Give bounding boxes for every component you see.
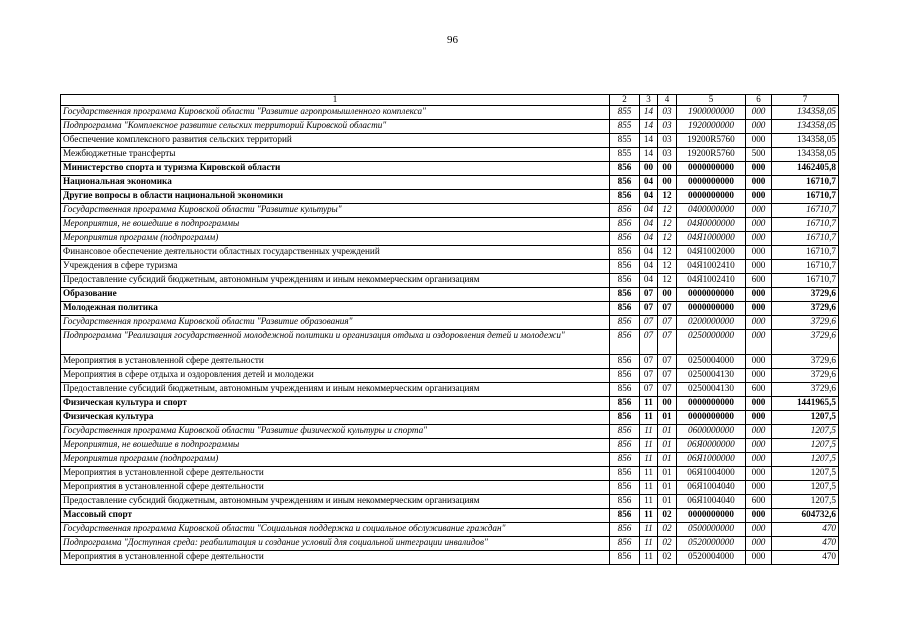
row-name: Государственная программа Кировской области "Развитие агропромышленного комплекса" bbox=[61, 106, 610, 120]
row-subsection-code: 00 bbox=[658, 397, 677, 411]
table-row bbox=[61, 369, 839, 383]
row-section-code: 11 bbox=[640, 481, 658, 495]
table-row bbox=[61, 260, 839, 274]
row-expense-type: 000 bbox=[746, 551, 772, 565]
row-subsection-code: 03 bbox=[658, 120, 677, 134]
row-amount: 3729,6 bbox=[772, 330, 839, 355]
row-expense-type: 000 bbox=[746, 302, 772, 316]
row-expense-type: 000 bbox=[746, 204, 772, 218]
row-name: Мероприятия программ (подпрограмм) bbox=[61, 232, 610, 246]
row-expense-type: 000 bbox=[746, 355, 772, 369]
row-subsection-code: 01 bbox=[658, 453, 677, 467]
row-amount: 16710,7 bbox=[772, 260, 839, 274]
row-subsection-code: 02 bbox=[658, 523, 677, 537]
row-ministry-code: 856 bbox=[610, 218, 640, 232]
row-expense-type: 000 bbox=[746, 369, 772, 383]
row-section-code: 07 bbox=[640, 288, 658, 302]
row-subsection-code: 01 bbox=[658, 467, 677, 481]
table-row bbox=[61, 148, 839, 162]
table-row bbox=[61, 551, 839, 565]
row-name: Мероприятия в установленной сфере деятельности bbox=[61, 551, 610, 565]
row-name: Подпрограмма "Комплексное развитие сельских территорий Кировской области" bbox=[61, 120, 610, 134]
row-target-article: 0250004000 bbox=[677, 355, 746, 369]
table-row bbox=[61, 218, 839, 232]
table-row bbox=[61, 232, 839, 246]
row-name: Предоставление субсидий бюджетным, автономным учреждениям и иным некоммерческим организациям bbox=[61, 383, 610, 397]
row-section-code: 11 bbox=[640, 509, 658, 523]
row-ministry-code: 856 bbox=[610, 425, 640, 439]
row-expense-type: 000 bbox=[746, 316, 772, 330]
header-col-2: 2 bbox=[610, 95, 640, 106]
row-subsection-code: 03 bbox=[658, 134, 677, 148]
row-target-article: 06Я1004040 bbox=[677, 495, 746, 509]
row-ministry-code: 856 bbox=[610, 274, 640, 288]
row-name: Национальная экономика bbox=[61, 176, 610, 190]
row-amount: 3729,6 bbox=[772, 383, 839, 397]
row-amount: 3729,6 bbox=[772, 316, 839, 330]
row-ministry-code: 855 bbox=[610, 148, 640, 162]
row-target-article: 06Я1000000 bbox=[677, 453, 746, 467]
row-section-code: 07 bbox=[640, 330, 658, 355]
table-row bbox=[61, 120, 839, 134]
row-expense-type: 000 bbox=[746, 106, 772, 120]
table-row bbox=[61, 467, 839, 481]
row-expense-type: 000 bbox=[746, 218, 772, 232]
row-expense-type: 000 bbox=[746, 288, 772, 302]
row-subsection-code: 00 bbox=[658, 176, 677, 190]
row-name: Финансовое обеспечение деятельности областных государственных учреждений bbox=[61, 246, 610, 260]
row-amount: 16710,7 bbox=[772, 274, 839, 288]
table-header-row bbox=[61, 95, 839, 106]
row-expense-type: 600 bbox=[746, 495, 772, 509]
row-amount: 134358,05 bbox=[772, 106, 839, 120]
row-section-code: 11 bbox=[640, 439, 658, 453]
row-subsection-code: 02 bbox=[658, 537, 677, 551]
row-subsection-code: 02 bbox=[658, 509, 677, 523]
header-col-7: 7 bbox=[772, 95, 839, 106]
table-row bbox=[61, 495, 839, 509]
row-section-code: 11 bbox=[640, 537, 658, 551]
row-expense-type: 600 bbox=[746, 274, 772, 288]
row-amount: 1207,5 bbox=[772, 453, 839, 467]
row-ministry-code: 856 bbox=[610, 369, 640, 383]
row-ministry-code: 856 bbox=[610, 481, 640, 495]
row-amount: 1207,5 bbox=[772, 481, 839, 495]
row-subsection-code: 07 bbox=[658, 383, 677, 397]
row-name: Государственная программа Кировской области "Социальная поддержка и социальное обслуживание граждан" bbox=[61, 523, 610, 537]
row-expense-type: 000 bbox=[746, 481, 772, 495]
row-name: Физическая культура bbox=[61, 411, 610, 425]
row-amount: 604732,6 bbox=[772, 509, 839, 523]
row-name: Государственная программа Кировской области "Развитие образования" bbox=[61, 316, 610, 330]
row-section-code: 07 bbox=[640, 316, 658, 330]
row-target-article: 1900000000 bbox=[677, 106, 746, 120]
row-target-article: 0000000000 bbox=[677, 509, 746, 523]
row-name: Другие вопросы в области национальной экономики bbox=[61, 190, 610, 204]
row-target-article: 0520004000 bbox=[677, 551, 746, 565]
row-subsection-code: 01 bbox=[658, 411, 677, 425]
row-name: Образование bbox=[61, 288, 610, 302]
row-section-code: 11 bbox=[640, 523, 658, 537]
row-section-code: 04 bbox=[640, 274, 658, 288]
row-target-article: 0000000000 bbox=[677, 162, 746, 176]
row-name: Массовый спорт bbox=[61, 509, 610, 523]
row-target-article: 06Я1004040 bbox=[677, 481, 746, 495]
row-name: Государственная программа Кировской области "Развитие физической культуры и спорта" bbox=[61, 425, 610, 439]
row-section-code: 04 bbox=[640, 232, 658, 246]
row-section-code: 11 bbox=[640, 467, 658, 481]
row-name: Министерство спорта и туризма Кировской области bbox=[61, 162, 610, 176]
row-ministry-code: 856 bbox=[610, 537, 640, 551]
row-subsection-code: 12 bbox=[658, 260, 677, 274]
row-subsection-code: 01 bbox=[658, 439, 677, 453]
row-section-code: 11 bbox=[640, 411, 658, 425]
row-expense-type: 000 bbox=[746, 467, 772, 481]
row-name: Мероприятия, не вошедшие в подпрограммы bbox=[61, 439, 610, 453]
row-amount: 1441965,5 bbox=[772, 397, 839, 411]
table-row bbox=[61, 537, 839, 551]
row-amount: 1207,5 bbox=[772, 495, 839, 509]
row-ministry-code: 856 bbox=[610, 523, 640, 537]
row-section-code: 14 bbox=[640, 120, 658, 134]
table-row bbox=[61, 134, 839, 148]
row-target-article: 0000000000 bbox=[677, 411, 746, 425]
table-row bbox=[61, 397, 839, 411]
row-target-article: 0000000000 bbox=[677, 397, 746, 411]
row-subsection-code: 12 bbox=[658, 274, 677, 288]
row-amount: 3729,6 bbox=[772, 369, 839, 383]
row-section-code: 04 bbox=[640, 190, 658, 204]
row-target-article: 04Я1000000 bbox=[677, 232, 746, 246]
row-section-code: 04 bbox=[640, 204, 658, 218]
row-name: Учреждения в сфере туризма bbox=[61, 260, 610, 274]
row-amount: 1207,5 bbox=[772, 411, 839, 425]
row-ministry-code: 856 bbox=[610, 355, 640, 369]
row-expense-type: 000 bbox=[746, 425, 772, 439]
row-ministry-code: 856 bbox=[610, 176, 640, 190]
row-ministry-code: 856 bbox=[610, 551, 640, 565]
row-subsection-code: 12 bbox=[658, 232, 677, 246]
row-ministry-code: 856 bbox=[610, 495, 640, 509]
row-amount: 16710,7 bbox=[772, 218, 839, 232]
row-expense-type: 600 bbox=[746, 383, 772, 397]
row-section-code: 07 bbox=[640, 383, 658, 397]
row-ministry-code: 856 bbox=[610, 509, 640, 523]
row-target-article: 0600000000 bbox=[677, 425, 746, 439]
row-section-code: 14 bbox=[640, 106, 658, 120]
table-row bbox=[61, 481, 839, 495]
budget-table bbox=[60, 94, 839, 565]
row-ministry-code: 856 bbox=[610, 397, 640, 411]
row-amount: 1207,5 bbox=[772, 439, 839, 453]
row-amount: 470 bbox=[772, 537, 839, 551]
row-amount: 3729,6 bbox=[772, 288, 839, 302]
row-subsection-code: 03 bbox=[658, 148, 677, 162]
row-subsection-code: 12 bbox=[658, 246, 677, 260]
row-expense-type: 000 bbox=[746, 190, 772, 204]
row-ministry-code: 856 bbox=[610, 330, 640, 355]
row-subsection-code: 07 bbox=[658, 369, 677, 383]
row-amount: 470 bbox=[772, 551, 839, 565]
row-amount: 1207,5 bbox=[772, 467, 839, 481]
table-row bbox=[61, 453, 839, 467]
header-col-4: 4 bbox=[658, 95, 677, 106]
row-ministry-code: 856 bbox=[610, 162, 640, 176]
row-section-code: 04 bbox=[640, 176, 658, 190]
table-row bbox=[61, 302, 839, 316]
row-subsection-code: 01 bbox=[658, 481, 677, 495]
row-section-code: 04 bbox=[640, 260, 658, 274]
row-ministry-code: 856 bbox=[610, 316, 640, 330]
row-amount: 134358,05 bbox=[772, 120, 839, 134]
row-section-code: 07 bbox=[640, 302, 658, 316]
row-section-code: 07 bbox=[640, 369, 658, 383]
row-section-code: 14 bbox=[640, 148, 658, 162]
row-section-code: 11 bbox=[640, 551, 658, 565]
row-target-article: 06Я1004000 bbox=[677, 467, 746, 481]
table-row bbox=[61, 509, 839, 523]
row-name: Мероприятия в установленной сфере деятельности bbox=[61, 467, 610, 481]
row-amount: 134358,05 bbox=[772, 148, 839, 162]
row-target-article: 0400000000 bbox=[677, 204, 746, 218]
table-row bbox=[61, 106, 839, 120]
table-row bbox=[61, 204, 839, 218]
row-name: Подпрограмма "Реализация государственной молодежной политики и организация отдыха и оздоровления детей и молодежи" bbox=[61, 330, 610, 355]
row-expense-type: 000 bbox=[746, 120, 772, 134]
row-expense-type: 000 bbox=[746, 453, 772, 467]
row-target-article: 06Я0000000 bbox=[677, 439, 746, 453]
row-amount: 16710,7 bbox=[772, 232, 839, 246]
header-col-1: 1 bbox=[61, 95, 610, 106]
row-target-article: 0250004130 bbox=[677, 383, 746, 397]
row-subsection-code: 00 bbox=[658, 162, 677, 176]
table-row bbox=[61, 411, 839, 425]
row-section-code: 11 bbox=[640, 495, 658, 509]
table-row bbox=[61, 246, 839, 260]
row-ministry-code: 856 bbox=[610, 383, 640, 397]
row-expense-type: 000 bbox=[746, 537, 772, 551]
row-target-article: 19200R5760 bbox=[677, 134, 746, 148]
row-name: Мероприятия программ (подпрограмм) bbox=[61, 453, 610, 467]
row-name: Предоставление субсидий бюджетным, автономным учреждениям и иным некоммерческим организациям bbox=[61, 274, 610, 288]
row-amount: 16710,7 bbox=[772, 204, 839, 218]
row-subsection-code: 03 bbox=[658, 106, 677, 120]
row-section-code: 14 bbox=[640, 134, 658, 148]
row-subsection-code: 07 bbox=[658, 355, 677, 369]
table-row bbox=[61, 162, 839, 176]
table-row bbox=[61, 274, 839, 288]
table-row bbox=[61, 355, 839, 369]
row-subsection-code: 00 bbox=[658, 288, 677, 302]
row-ministry-code: 856 bbox=[610, 411, 640, 425]
row-subsection-code: 01 bbox=[658, 495, 677, 509]
row-expense-type: 000 bbox=[746, 260, 772, 274]
table-row bbox=[61, 288, 839, 302]
row-target-article: 0250000000 bbox=[677, 330, 746, 355]
row-name: Государственная программа Кировской области "Развитие культуры" bbox=[61, 204, 610, 218]
row-target-article: 0250004130 bbox=[677, 369, 746, 383]
row-expense-type: 000 bbox=[746, 176, 772, 190]
row-target-article: 0000000000 bbox=[677, 176, 746, 190]
row-subsection-code: 12 bbox=[658, 190, 677, 204]
row-section-code: 04 bbox=[640, 218, 658, 232]
row-target-article: 19200R5760 bbox=[677, 148, 746, 162]
row-amount: 3729,6 bbox=[772, 302, 839, 316]
row-section-code: 11 bbox=[640, 453, 658, 467]
row-target-article: 0000000000 bbox=[677, 190, 746, 204]
row-name: Мероприятия, не вошедшие в подпрограммы bbox=[61, 218, 610, 232]
row-subsection-code: 01 bbox=[658, 425, 677, 439]
row-name: Мероприятия в установленной сфере деятельности bbox=[61, 355, 610, 369]
table-row bbox=[61, 330, 839, 355]
row-amount: 16710,7 bbox=[772, 176, 839, 190]
row-name: Мероприятия в сфере отдыха и оздоровления детей и молодежи bbox=[61, 369, 610, 383]
row-ministry-code: 856 bbox=[610, 439, 640, 453]
row-target-article: 1920000000 bbox=[677, 120, 746, 134]
table-row bbox=[61, 316, 839, 330]
header-col-3: 3 bbox=[640, 95, 658, 106]
row-name: Подпрограмма "Доступная среда: реабилитация и создание условий для социальной интеграции инвалидов" bbox=[61, 537, 610, 551]
row-subsection-code: 07 bbox=[658, 302, 677, 316]
row-amount: 134358,05 bbox=[772, 134, 839, 148]
table-body bbox=[61, 106, 839, 565]
row-name: Физическая культура и спорт bbox=[61, 397, 610, 411]
row-target-article: 04Я0000000 bbox=[677, 218, 746, 232]
row-expense-type: 500 bbox=[746, 148, 772, 162]
row-ministry-code: 855 bbox=[610, 106, 640, 120]
row-target-article: 0520000000 bbox=[677, 537, 746, 551]
row-expense-type: 000 bbox=[746, 330, 772, 355]
row-amount: 1462405,8 bbox=[772, 162, 839, 176]
row-name: Обеспечение комплексного развития сельских территорий bbox=[61, 134, 610, 148]
row-subsection-code: 07 bbox=[658, 316, 677, 330]
row-name: Предоставление субсидий бюджетным, автономным учреждениям и иным некоммерческим организациям bbox=[61, 495, 610, 509]
row-target-article: 0000000000 bbox=[677, 302, 746, 316]
row-subsection-code: 02 bbox=[658, 551, 677, 565]
row-section-code: 11 bbox=[640, 425, 658, 439]
row-expense-type: 000 bbox=[746, 134, 772, 148]
row-section-code: 07 bbox=[640, 355, 658, 369]
row-ministry-code: 855 bbox=[610, 120, 640, 134]
row-target-article: 04Я1002410 bbox=[677, 274, 746, 288]
row-section-code: 00 bbox=[640, 162, 658, 176]
table-row bbox=[61, 425, 839, 439]
row-expense-type: 000 bbox=[746, 439, 772, 453]
row-target-article: 04Я1002410 bbox=[677, 260, 746, 274]
row-expense-type: 000 bbox=[746, 162, 772, 176]
row-amount: 16710,7 bbox=[772, 246, 839, 260]
table-row bbox=[61, 190, 839, 204]
row-ministry-code: 856 bbox=[610, 190, 640, 204]
row-name: Молодежная политика bbox=[61, 302, 610, 316]
row-expense-type: 000 bbox=[746, 411, 772, 425]
row-name: Мероприятия в установленной сфере деятельности bbox=[61, 481, 610, 495]
row-subsection-code: 12 bbox=[658, 218, 677, 232]
row-ministry-code: 856 bbox=[610, 453, 640, 467]
table-row bbox=[61, 383, 839, 397]
row-ministry-code: 856 bbox=[610, 302, 640, 316]
row-amount: 16710,7 bbox=[772, 190, 839, 204]
page-number: 96 bbox=[447, 34, 458, 46]
row-section-code: 11 bbox=[640, 397, 658, 411]
row-ministry-code: 856 bbox=[610, 260, 640, 274]
row-section-code: 04 bbox=[640, 246, 658, 260]
row-amount: 1207,5 bbox=[772, 425, 839, 439]
row-expense-type: 000 bbox=[746, 523, 772, 537]
table-row bbox=[61, 439, 839, 453]
row-ministry-code: 856 bbox=[610, 232, 640, 246]
header-col-5: 5 bbox=[677, 95, 746, 106]
row-expense-type: 000 bbox=[746, 232, 772, 246]
row-name: Межбюджетные трансферты bbox=[61, 148, 610, 162]
row-target-article: 0500000000 bbox=[677, 523, 746, 537]
row-subsection-code: 07 bbox=[658, 330, 677, 355]
header-col-6: 6 bbox=[746, 95, 772, 106]
row-target-article: 04Я1002000 bbox=[677, 246, 746, 260]
row-ministry-code: 856 bbox=[610, 204, 640, 218]
row-ministry-code: 855 bbox=[610, 134, 640, 148]
row-amount: 3729,6 bbox=[772, 355, 839, 369]
table-row bbox=[61, 523, 839, 537]
row-target-article: 0200000000 bbox=[677, 316, 746, 330]
row-ministry-code: 856 bbox=[610, 288, 640, 302]
row-expense-type: 000 bbox=[746, 397, 772, 411]
row-ministry-code: 856 bbox=[610, 467, 640, 481]
table-row bbox=[61, 176, 839, 190]
row-target-article: 0000000000 bbox=[677, 288, 746, 302]
row-subsection-code: 12 bbox=[658, 204, 677, 218]
row-expense-type: 000 bbox=[746, 509, 772, 523]
row-amount: 470 bbox=[772, 523, 839, 537]
row-ministry-code: 856 bbox=[610, 246, 640, 260]
row-expense-type: 000 bbox=[746, 246, 772, 260]
